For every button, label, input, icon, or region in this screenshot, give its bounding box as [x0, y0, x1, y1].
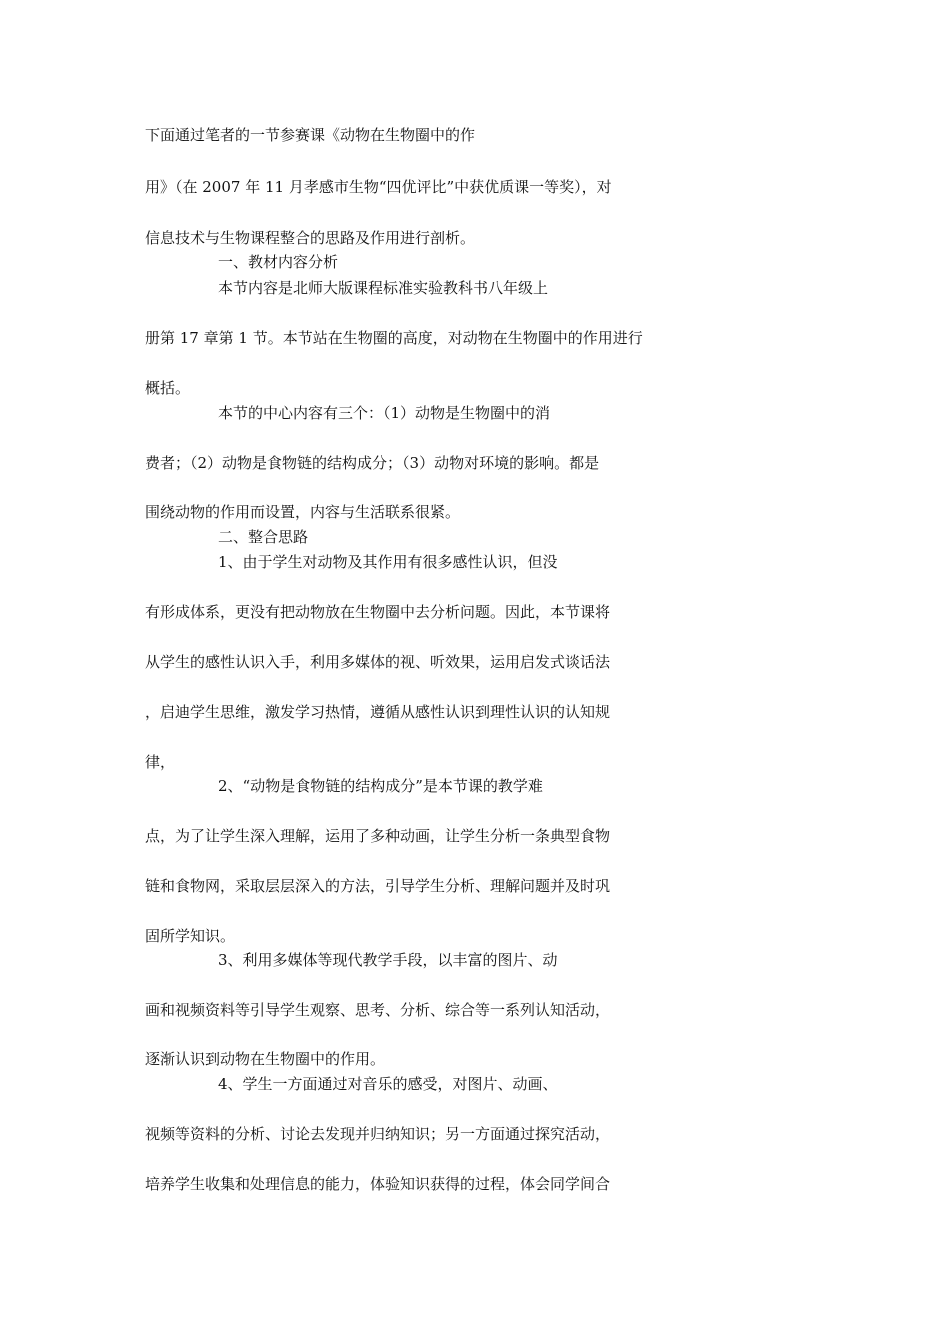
text-line: 逐渐认识到动物在生物圈中的作用。	[145, 1050, 386, 1068]
text-line: 律，	[145, 753, 176, 771]
text-line: 3、利用多媒体等现代教学手段，以丰富的图片、动	[218, 951, 558, 969]
text-line: 视频等资料的分析、讨论去发现并归纳知识；另一方面通过探究活动，	[145, 1125, 611, 1143]
text-line: 信息技术与生物课程整合的思路及作用进行剖析。	[145, 229, 476, 247]
text-line: 2、“动物是食物链的结构成分”是本节课的教学难	[218, 777, 543, 795]
text-line: 围绕动物的作用而设置，内容与生活联系很紧。	[145, 503, 461, 521]
text-line: 1、由于学生对动物及其作用有很多感性认识，但没	[218, 553, 558, 571]
text-line: 固所学知识。	[145, 927, 236, 945]
text-line: 本节的中心内容有三个：（1）动物是生物圈中的消	[218, 404, 551, 422]
section-heading: 二、整合思路	[218, 528, 309, 546]
text-line: 点，为了让学生深入理解，运用了多种动画，让学生分析一条典型食物	[145, 827, 611, 845]
text-line: 培养学生收集和处理信息的能力，体验知识获得的过程，体会同学间合	[145, 1175, 611, 1193]
text-line: 4、学生一方面通过对音乐的感受，对图片、动画、	[218, 1075, 558, 1093]
text-line: 下面通过笔者的一节参赛课《动物在生物圈中的作	[145, 126, 476, 144]
text-line: 有形成体系，更没有把动物放在生物圈中去分析问题。因此，本节课将	[145, 603, 611, 621]
text-line: 用》（在 2007 年 11 月孝感市生物“四优评比”中获优质课一等奖），对	[145, 178, 612, 196]
text-line: 册第 17 章第 1 节。本节站在生物圈的高度，对动物在生物圈中的作用进行	[145, 329, 643, 347]
text-line: ，启迪学生思维，激发学习热情，遵循从感性认识到理性认识的认知规	[145, 703, 611, 721]
text-line: 费者；（2）动物是食物链的结构成分；（3）动物对环境的影响。都是	[145, 454, 600, 472]
section-heading: 一、教材内容分析	[218, 253, 339, 271]
text-line: 画和视频资料等引导学生观察、思考、分析、综合等一系列认知活动，	[145, 1001, 611, 1019]
text-line: 本节内容是北师大版课程标准实验教科书八年级上	[218, 279, 549, 297]
text-line: 概括。	[145, 379, 191, 397]
text-line: 从学生的感性认识入手，利用多媒体的视、听效果，运用启发式谈话法	[145, 653, 611, 671]
text-line: 链和食物网，采取层层深入的方法，引导学生分析、理解问题并及时巩	[145, 877, 611, 895]
